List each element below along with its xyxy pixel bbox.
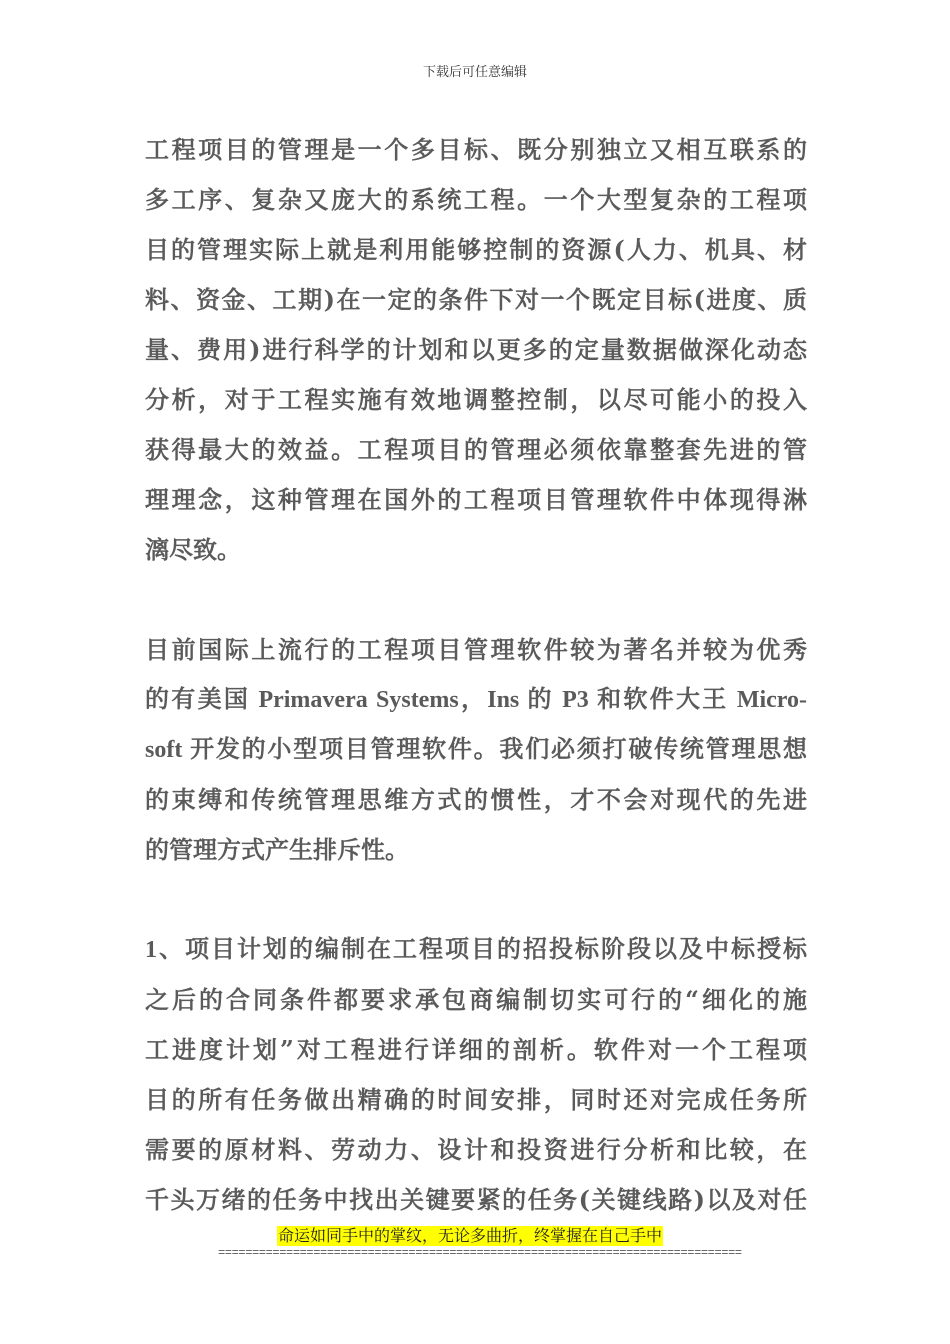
- page-header: [0, 64, 950, 82]
- text-line: 获得最大的效益。工程项目的管理必须依靠整套先进的管: [145, 435, 807, 464]
- footer-motto: 命运如同手中的掌纹，无论多曲折，终掌握在自己手中: [278, 1226, 663, 1245]
- text-line: 的有美国 Primavera Systems，Ins 的 P3 和软件大王 Micro-: [145, 687, 807, 713]
- footer-divider: =============================================================================: [218, 1246, 742, 1260]
- text-line: 料、资金、工期)在一定的条件下对一个既定目标(进度、质: [145, 285, 807, 314]
- paragraph-intro: [145, 125, 807, 575]
- text-line: 多工序、复杂又庞大的系统工程。一个大型复杂的工程项: [145, 185, 807, 214]
- text-line: 量、费用)进行科学的计划和以更多的定量数据做深化动态: [145, 335, 807, 364]
- text-line: 目前国际上流行的工程项目管理软件较为著名并较为优秀: [145, 635, 807, 664]
- text-line: 的束缚和传统管理思维方式的惯性，才不会对现代的先进: [145, 785, 807, 814]
- paragraph-spacer: [145, 875, 807, 925]
- header-text: 下载后可任意编辑: [422, 65, 527, 80]
- text-line: 理理念，这种管理在国外的工程项目管理软件中体现得淋: [145, 485, 807, 514]
- text-line: 1、项目计划的编制在工程项目的招投标阶段以及中标授标: [145, 937, 807, 963]
- text-line: 工程项目的管理是一个多目标、既分别独立又相互联系的: [145, 135, 807, 164]
- text-line: 需要的原材料、劳动力、设计和投资进行分析和比较，在: [145, 1135, 807, 1164]
- paragraph-software: [145, 625, 807, 875]
- text-line: 漓尽致。: [145, 535, 241, 564]
- text-line: soft 开发的小型项目管理软件。我们必须打破传统管理思想: [145, 737, 807, 763]
- text-line: 目的所有任务做出精确的时间安排，同时还对完成任务所: [145, 1085, 807, 1114]
- text-line: 目的管理实际上就是利用能够控制的资源(人力、机具、材: [145, 235, 807, 264]
- text-line: 之后的合同条件都要求承包商编制切实可行的“细化的施: [145, 985, 807, 1014]
- paragraph-spacer: [145, 575, 807, 625]
- document-body: [145, 125, 807, 1225]
- paragraph-planning: [145, 925, 807, 1225]
- text-line: 的管理方式产生排斥性。: [145, 835, 409, 864]
- text-line: 工进度计划”对工程进行详细的剖析。软件对一个工程项: [145, 1035, 807, 1064]
- text-line: 千头万绪的任务中找出关键要紧的任务(关键线路)以及对任: [145, 1185, 807, 1214]
- text-line: 分析，对于工程实施有效地调整控制，以尽可能小的投入: [145, 385, 807, 414]
